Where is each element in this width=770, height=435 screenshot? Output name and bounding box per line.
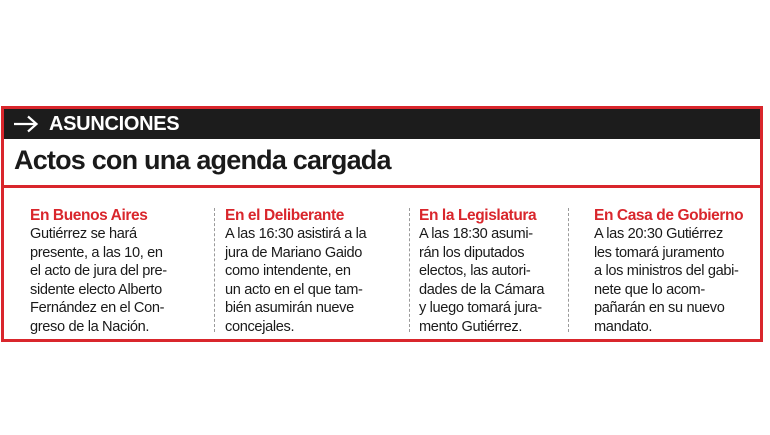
section-bar <box>4 109 760 139</box>
column-text-line: mento Gutiérrez. <box>419 318 523 335</box>
column-text-line: les tomará juramento <box>594 244 725 261</box>
divider <box>4 185 760 188</box>
column-casa-de-gobierno <box>594 206 758 334</box>
column-text-line: y luego tomará jura- <box>419 300 542 316</box>
infobox-frame <box>1 106 763 342</box>
column-text-line: sidente electo Alberto <box>30 281 162 298</box>
column-legislatura <box>419 206 559 334</box>
column-buenos-aires <box>30 206 206 334</box>
column-title: En Buenos Aires <box>30 207 148 224</box>
column-text-line: electos, las autori- <box>419 263 531 279</box>
columns <box>4 206 760 334</box>
column-text-line: presente, a las 10, en <box>30 244 163 261</box>
column-title: En Casa de Gobierno <box>594 207 744 224</box>
column-text-line: el acto de jura del pre- <box>30 263 167 279</box>
column-text-line: concejales. <box>225 318 295 335</box>
column-text-line: pañarán en su nuevo <box>594 300 725 316</box>
column-text-line: como intendente, en <box>225 263 351 279</box>
column-separator <box>568 208 569 332</box>
column-title: En el Deliberante <box>225 207 344 224</box>
column-text-line: A las 20:30 Gutiérrez <box>594 226 723 242</box>
column-text-line: Gutiérrez se hará <box>30 226 137 242</box>
column-text-line: bién asumirán nueve <box>225 300 354 316</box>
column-separator <box>214 208 215 332</box>
column-text-line: A las 18:30 asumi- <box>419 226 533 242</box>
column-deliberante <box>225 206 401 334</box>
column-text-line: A las 16:30 asistirá a la <box>225 226 367 242</box>
column-title: En la Legislatura <box>419 207 537 224</box>
column-text-line: mandato. <box>594 318 653 335</box>
column-text-line: greso de la Nación. <box>30 318 150 335</box>
column-text-line: nete que lo acom- <box>594 281 705 298</box>
column-separator <box>409 208 410 332</box>
column-text-line: dades de la Cámara <box>419 281 545 298</box>
column-text-line: rán los diputados <box>419 244 525 261</box>
arrow-right-icon <box>13 114 39 134</box>
headline: Actos con una agenda cargada <box>14 145 391 175</box>
column-text-line: un acto en el que tam- <box>225 281 363 298</box>
column-text-line: jura de Mariano Gaido <box>225 244 363 261</box>
section-label: ASUNCIONES <box>49 112 180 135</box>
column-text-line: Fernández en el Con- <box>30 300 165 316</box>
column-text-line: a los ministros del gabi- <box>594 263 739 279</box>
